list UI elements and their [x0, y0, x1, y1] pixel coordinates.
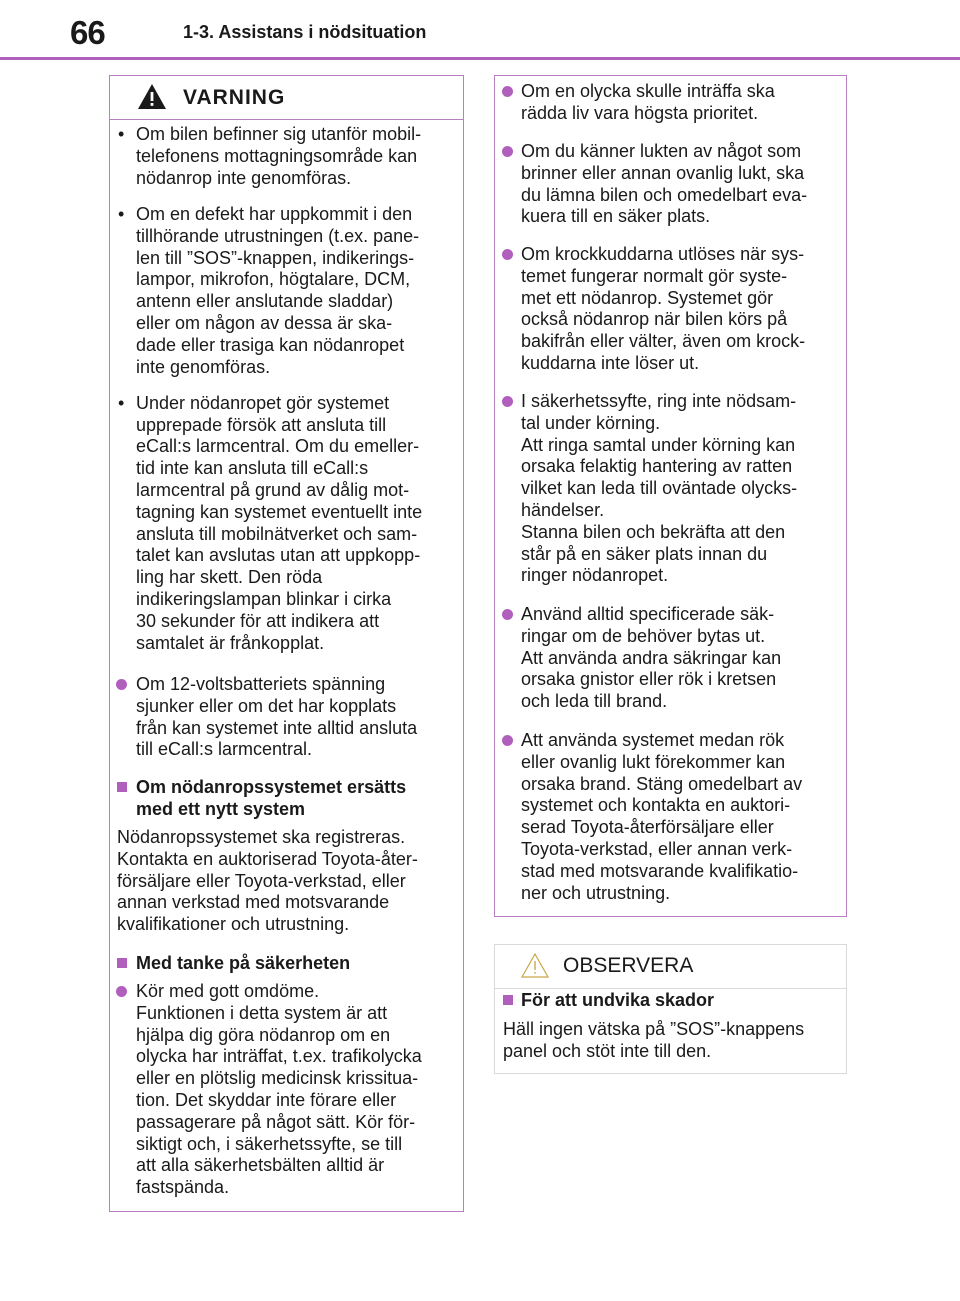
- warning-item-line: Om du känner lukten av något som: [521, 141, 802, 161]
- warning-item-line: orsaka brand. Stäng omedelbart av: [521, 773, 803, 794]
- warning-item-line: ling har skett. Den röda: [136, 567, 323, 588]
- list-bullet-circle: [502, 86, 513, 97]
- warning-item-line: antenn eller anslutande sladdar): [136, 291, 394, 312]
- notice-header: [495, 945, 846, 989]
- warning-item-line: larmcentral på grund av dålig mot-: [136, 480, 410, 500]
- warning-item-line: 30 sekunder för att indikera att: [136, 610, 380, 631]
- paragraph-line: försäljare eller Toyota-verkstad, eller: [117, 870, 406, 891]
- list-bullet-dot: •: [118, 203, 125, 224]
- warning-item-line: ringer nödanropet.: [521, 565, 669, 586]
- warning-item-line: Om en olycka skulle inträffa ska: [521, 81, 775, 101]
- warning-item-line: Under nödanropet gör systemet: [136, 392, 390, 413]
- subheading-line: med ett nytt system: [136, 798, 306, 819]
- warning-item-line: len till ”SOS”-knappen, indikerings-: [136, 247, 415, 268]
- paragraph-line: annan verkstad med motsvarande: [117, 892, 390, 913]
- warning-item-line: eller ovanlig lukt förekommer kan: [521, 751, 786, 772]
- caution-triangle-icon: [520, 952, 550, 979]
- warning-item-line: dade eller trasiga kan nödanropet: [136, 334, 405, 355]
- list-bullet-circle: [116, 679, 127, 690]
- warning-item-line: brinner eller annan ovanlig lukt, ska: [521, 162, 805, 183]
- warning-item-line: Att använda andra säkringar kan: [521, 647, 782, 668]
- warning-item-line: kuddarna inte löser ut.: [521, 353, 700, 373]
- warning-item-line: Om 12-voltsbatteriets spänning: [136, 674, 386, 694]
- warning-item-line: olycka har inträffat, t.ex. trafikolycka: [136, 1046, 422, 1067]
- warning-item-line: temet fungerar normalt gör syste-: [521, 265, 788, 286]
- warning-item-line: stad med motsvarande kvalifikatio-: [521, 860, 799, 881]
- warning-item-line: Kör med gott omdöme.: [136, 981, 320, 1001]
- notice-text-line: Häll ingen vätska på ”SOS”-knappens: [503, 1019, 805, 1039]
- warning-item-line: systemet och kontakta en auktori-: [521, 795, 791, 816]
- warning-item-line: passagerare på något sätt. Kör för-: [136, 1111, 416, 1132]
- paragraph-line: kvalifikationer och utrustning.: [117, 914, 350, 935]
- warning-triangle-icon: [137, 83, 167, 110]
- warning-item-line: Om krockkuddarna utlöses när sys-: [521, 244, 805, 264]
- warning-item-line: Stanna bilen och bekräfta att den: [521, 521, 786, 542]
- warning-item-line: Om en defekt har uppkommit i den: [136, 203, 413, 224]
- warning-item-line: ner och utrustning.: [521, 882, 671, 903]
- warning-item-line: fastspända.: [136, 1177, 230, 1198]
- warning-item-line: talet kan avslutas utan att uppkopp-: [136, 545, 421, 566]
- warning-item-line: bakifrån eller välter, även om krock-: [521, 331, 806, 352]
- warning-item-line: Att använda systemet medan rök: [521, 730, 785, 750]
- warning-item-line: vilket kan leda till oväntade olycks-: [521, 478, 798, 499]
- warning-item-line: Använd alltid specificerade säk-: [521, 604, 775, 624]
- list-bullet-dot: •: [118, 124, 125, 144]
- list-bullet-circle: [502, 735, 513, 746]
- paragraph-line: Nödanropssystemet ska registreras.: [117, 827, 406, 847]
- warning-item-line: Att ringa samtal under körning kan: [521, 434, 796, 455]
- warning-item-line: ringar om de behöver bytas ut.: [521, 625, 766, 646]
- warning-item-line: tillhörande utrustningen (t.ex. pane-: [136, 225, 420, 246]
- warning-title: VARNING: [183, 86, 286, 109]
- heading-square-marker: [117, 958, 127, 968]
- list-bullet-circle: [502, 396, 513, 407]
- warning-item-line: du lämna bilen och omedelbart eva-: [521, 184, 808, 205]
- list-bullet-circle: [502, 249, 513, 260]
- warning-item-line: står på en säker plats innan du: [521, 543, 768, 564]
- page-header: [0, 0, 960, 62]
- warning-item-line: tagning kan systemet eventuellt inte: [136, 501, 423, 522]
- subheading-line: Med tanke på säkerheten: [136, 953, 351, 973]
- warning-item-line: från kan systemet inte alltid ansluta: [136, 717, 418, 738]
- list-bullet-circle: [502, 609, 513, 620]
- notice-title: OBSERVERA: [563, 954, 694, 977]
- header-rule: [0, 57, 960, 60]
- section-title: 1-3. Assistans i nödsituation: [183, 22, 427, 42]
- warning-item-line: serad Toyota-återförsäljare eller: [521, 817, 774, 838]
- warning-item-line: samtalet är frånkopplat.: [136, 632, 325, 653]
- list-bullet-dot: •: [118, 392, 125, 413]
- warning-item-line: Toyota-verkstad, eller annan verk-: [521, 839, 793, 859]
- warning-item-line: hjälpa dig göra nödanrop om en: [136, 1024, 391, 1045]
- warning-item-line: Om bilen befinner sig utanför mobil-: [136, 124, 422, 144]
- warning-item-line: eller om någon av dessa är ska-: [136, 312, 393, 333]
- page-number: 66: [70, 14, 105, 51]
- warning-item-line: tid inte kan ansluta till eCall:s: [136, 458, 369, 479]
- warning-item-line: eller en plötslig medicinsk krissitua-: [136, 1068, 419, 1089]
- warning-item-line: telefonens mottagningsområde kan: [136, 145, 418, 166]
- heading-square-marker: [503, 995, 513, 1005]
- warning-item-line: tal under körning.: [521, 412, 661, 433]
- subheading-line: Om nödanropssystemet ersätts: [136, 777, 407, 797]
- warning-item-line: eCall:s larmcentral. Om du emeller-: [136, 436, 420, 457]
- warning-item-line: siktigt och, i säkerhetssyfte, se till: [136, 1133, 403, 1154]
- warning-item-line: också nödanrop när bilen körs på: [521, 309, 788, 330]
- list-bullet-circle: [502, 146, 513, 157]
- warning-item-line: rädda liv vara högsta prioritet.: [521, 102, 759, 123]
- warning-item-line: nödanrop inte genomföras.: [136, 167, 352, 188]
- warning-item-line: att alla säkerhetsbälten alltid är: [136, 1155, 385, 1176]
- warning-item-line: Funktionen i detta system är att: [136, 1002, 388, 1023]
- warning-item-line: och leda till brand.: [521, 691, 668, 712]
- warning-item-line: orsaka gnistor eller rök i kretsen: [521, 669, 777, 690]
- heading-square-marker: [117, 782, 127, 792]
- warning-item-line: lampor, mikrofon, högtalare, DCM,: [136, 269, 411, 290]
- warning-item-line: upprepade försök att ansluta till: [136, 414, 387, 435]
- warning-item-line: till eCall:s larmcentral.: [136, 739, 313, 760]
- warning-item-line: orsaka felaktig hantering av ratten: [521, 456, 793, 477]
- warning-item-line: händelser.: [521, 500, 605, 520]
- warning-header: [110, 76, 463, 120]
- notice-heading: För att undvika skador: [521, 990, 715, 1010]
- list-bullet-circle: [116, 986, 127, 997]
- notice-text-line: panel och stöt inte till den.: [503, 1040, 712, 1061]
- warning-item-line: indikeringslampan blinkar i cirka: [136, 589, 392, 609]
- warning-item-line: sjunker eller om det har kopplats: [136, 695, 397, 716]
- paragraph-line: Kontakta en auktoriserad Toyota-åter-: [117, 848, 418, 869]
- warning-item-line: I säkerhetssyfte, ring inte nödsam-: [521, 391, 797, 411]
- warning-item-line: met ett nödanrop. Systemet gör: [521, 287, 774, 308]
- warning-item-line: inte genomföras.: [136, 356, 271, 377]
- warning-item-line: kuera till en säker plats.: [521, 206, 711, 227]
- warning-item-line: tion. Det skyddar inte förare eller: [136, 1090, 397, 1110]
- warning-item-line: ansluta till mobilnätverket och sam-: [136, 523, 418, 544]
